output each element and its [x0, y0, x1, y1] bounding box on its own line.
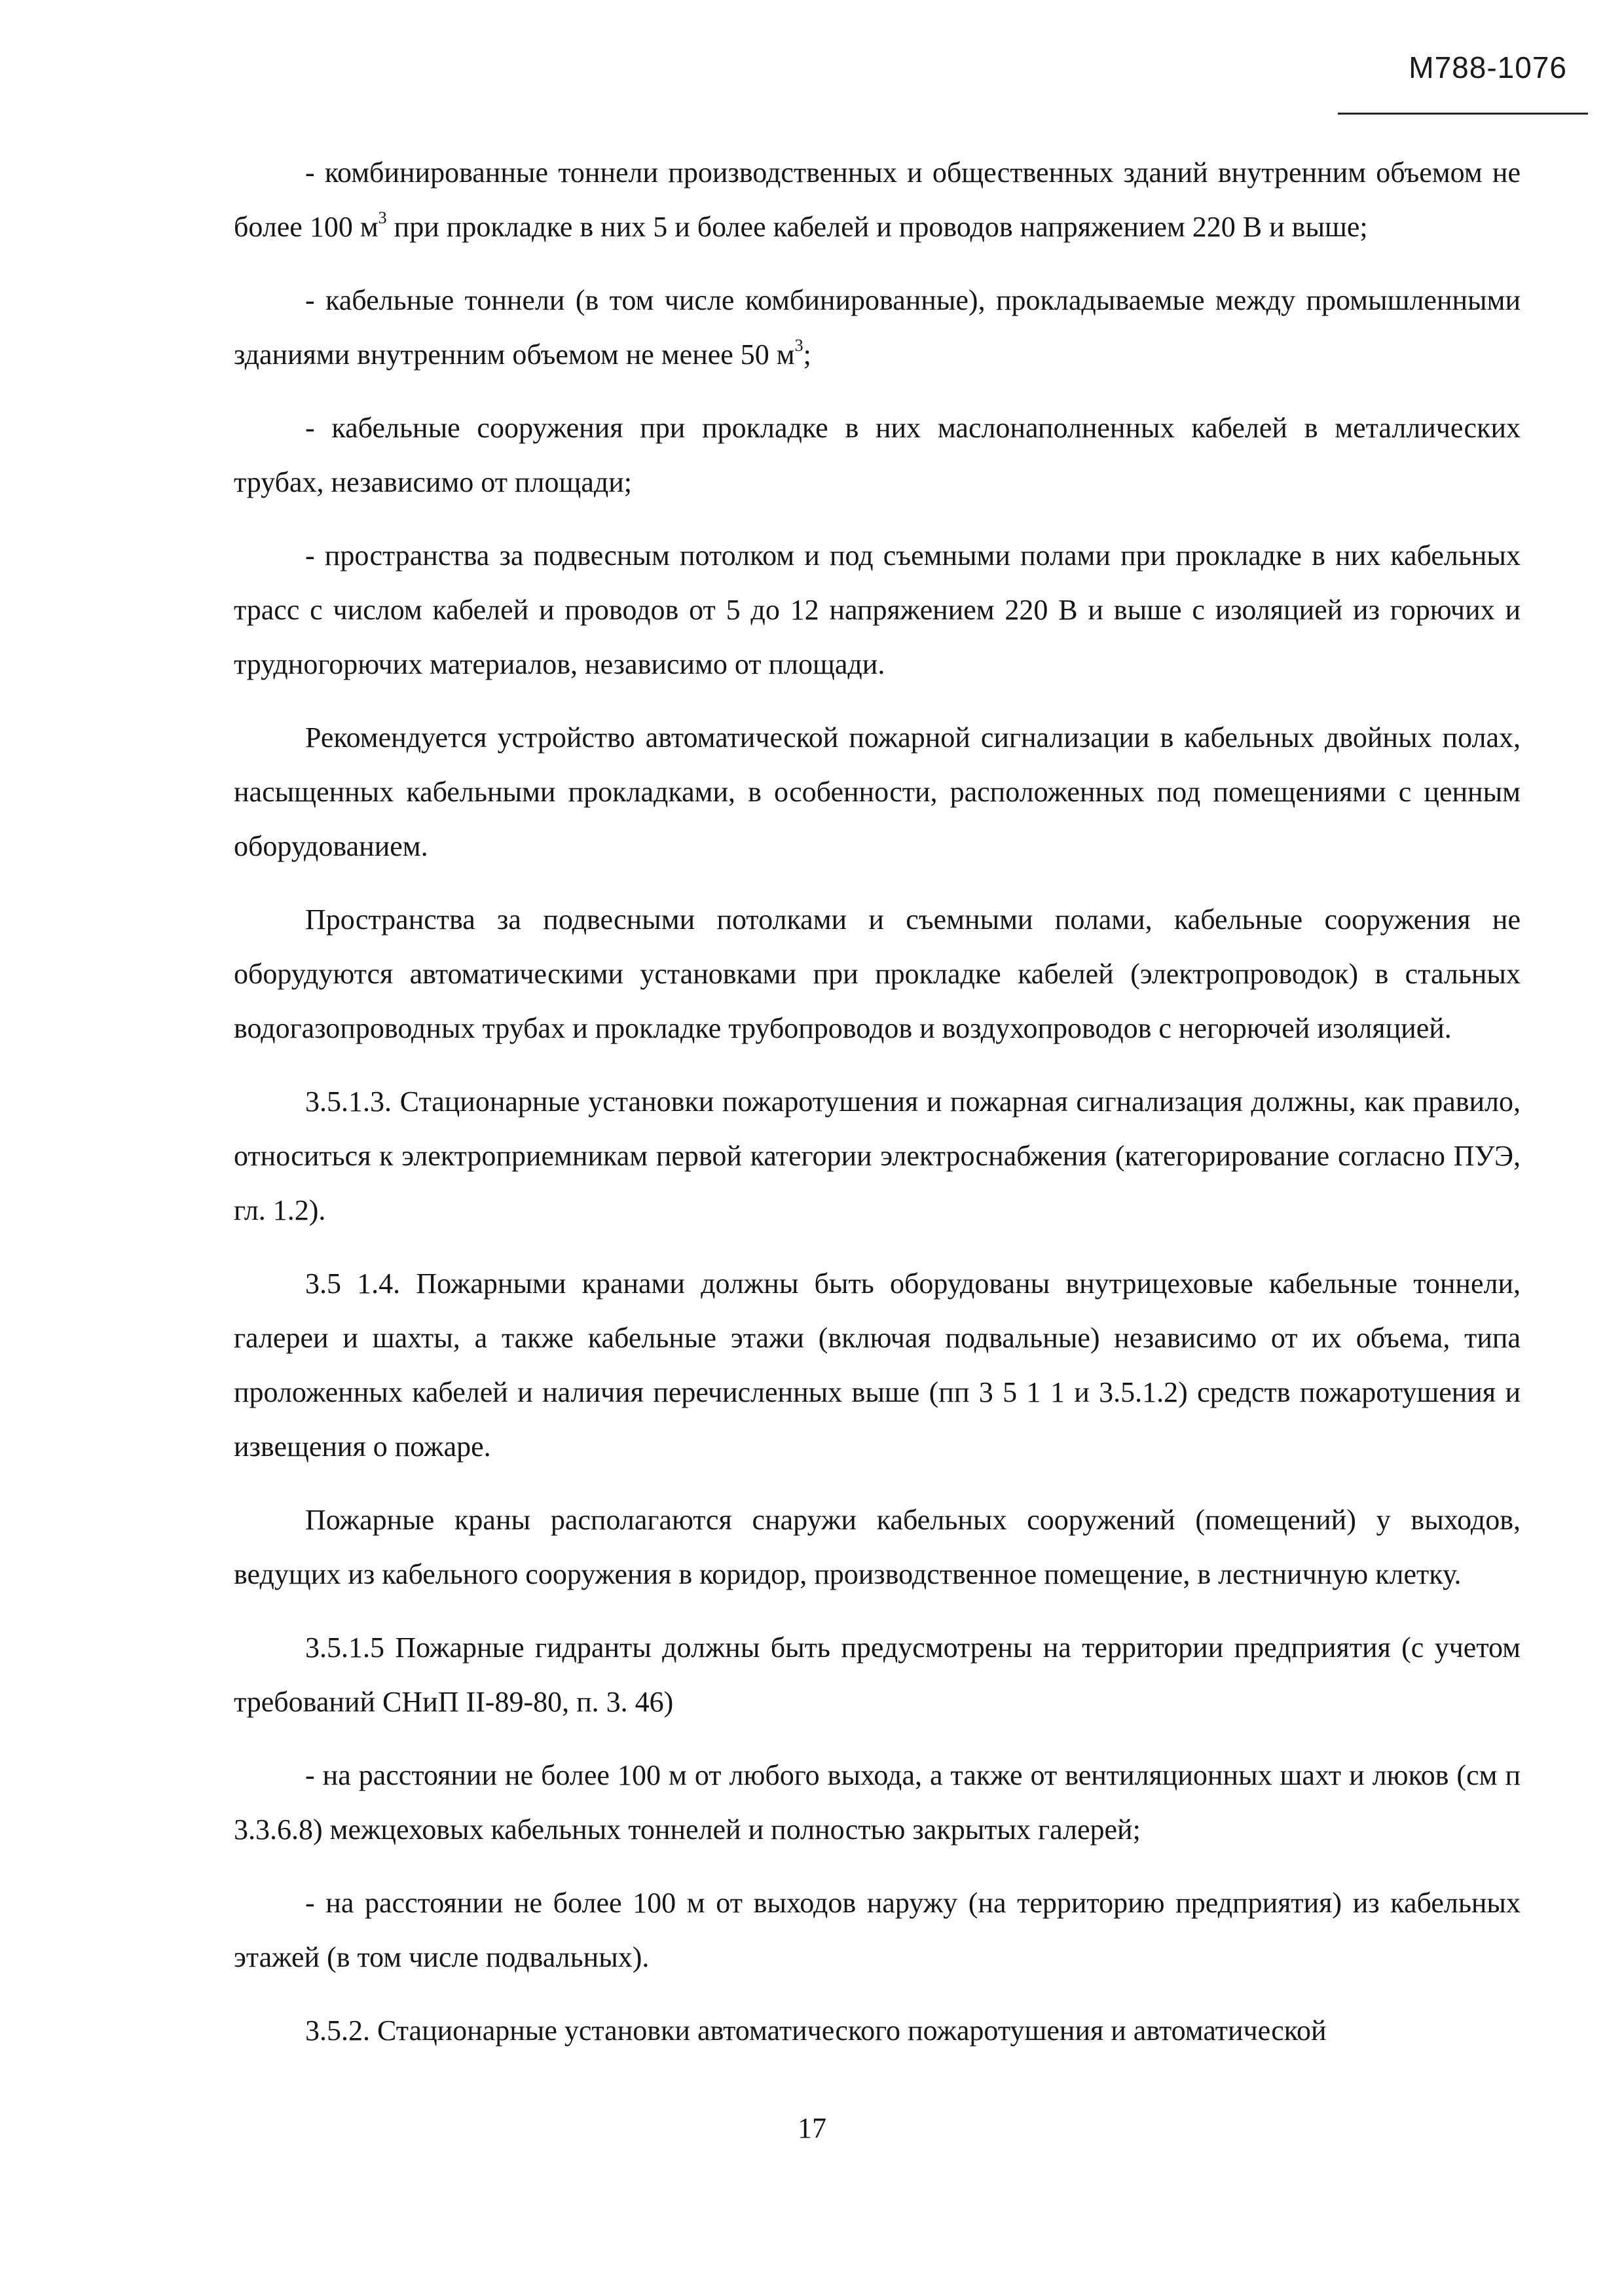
paragraph	[234, 273, 1521, 382]
paragraph-text: Пожарные краны располагаются снаружи кабельных сооружений (помещений) у выходов, ведущих из кабельного сооружения в коридор, производственное помещение, в лестничную клетку.	[234, 1504, 1521, 1590]
paragraph-text: Рекомендуется устройство автоматической пожарной сигнализации в кабельных двойных полах, насыщенных кабельными прокладками, в особенности, расположенных под помещениями с ценным оборудованием.	[234, 721, 1521, 862]
paragraph	[234, 1074, 1521, 1237]
paragraph	[234, 710, 1521, 873]
paragraph-text: 3.5.2. Стационарные установки автоматического пожаротушения и автоматической	[305, 2014, 1327, 2047]
paragraph-text: Пространства за подвесными потолками и съемными полами, кабельные сооружения не оборудуются автоматическими установками при прокладке кабелей (электропроводок) в стальных водогазопроводных трубах и прокладке трубопроводов и воздухопроводов с негорючей изоляцией.	[234, 903, 1521, 1044]
paragraph-text: - на расстоянии не более 100 м от выходов наружу (на территорию предприятия) из кабельных этажей (в том числе подвальных).	[234, 1887, 1521, 1973]
header-rule	[1338, 113, 1588, 115]
document-code: М788-1076	[1409, 50, 1567, 84]
paragraph-text: - на расстоянии не более 100 м от любого выхода, а также от вентиляционных шахт и люков (см п 3.3.6.8) межцеховых кабельных тоннелей и полностью закрытых галерей;	[234, 1759, 1521, 1846]
paragraph	[234, 2003, 1521, 2058]
paragraph-text: - пространства за подвесным потолком и под съемными полами при прокладке в них кабельных трасс с числом кабелей и проводов от 5 до 12 напряжением 220 В и выше с изоляцией из горючих и трудногорючих материалов, независимо от площади.	[234, 539, 1521, 680]
paragraph	[234, 1493, 1521, 1601]
paragraph-text: - кабельные тоннели (в том числе комбинированные), прокладываемые между промышленными зданиями внутренним объемом не менее 50 м	[234, 284, 1521, 371]
paragraph	[234, 1256, 1521, 1474]
paragraph	[234, 1748, 1521, 1857]
superscript: 3	[378, 208, 387, 228]
paragraph-text: 3.5.1.5 Пожарные гидранты должны быть предусмотрены на территории предприятия (с учетом требований СНиП II-89-80, п. 3. 46)	[234, 1631, 1521, 1718]
paragraph	[234, 145, 1521, 254]
paragraph-text: 3.5 1.4. Пожарными кранами должны быть оборудованы внутрицеховые кабельные тоннели, галереи и шахты, а также кабельные этажи (включая подвальные) независимо от их объема, типа проложенных кабелей и наличия перечисленных выше (пп 3 5 1 1 и 3.5.1.2) средств пожаротушения и извещения о пожаре.	[234, 1267, 1521, 1463]
body-text	[234, 145, 1521, 2058]
paragraph	[234, 1620, 1521, 1729]
paragraph	[234, 892, 1521, 1055]
paragraph	[234, 401, 1521, 509]
page-number: 17	[798, 2112, 826, 2144]
paragraph	[234, 528, 1521, 691]
paragraph-text-continued: ;	[803, 338, 811, 371]
paragraph-text-continued: при прокладке в них 5 и более кабелей и проводов напряжением 220 В и выше;	[386, 211, 1368, 243]
paragraph-text: - кабельные сооружения при прокладке в них маслонаполненных кабелей в металлических трубах, независимо от площади;	[234, 412, 1521, 498]
paragraph-text: - комбинированные тоннели производственных и общественных зданий внутренним объемом не более 100 м	[234, 156, 1521, 243]
paragraph	[234, 1876, 1521, 1984]
paragraph-text: 3.5.1.3. Стационарные установки пожаротушения и пожарная сигнализация должны, как правило, относиться к электроприемникам первой категории электроснабжения (категорирование согласно ПУЭ, гл. 1.2).	[234, 1085, 1521, 1226]
superscript: 3	[794, 336, 803, 355]
